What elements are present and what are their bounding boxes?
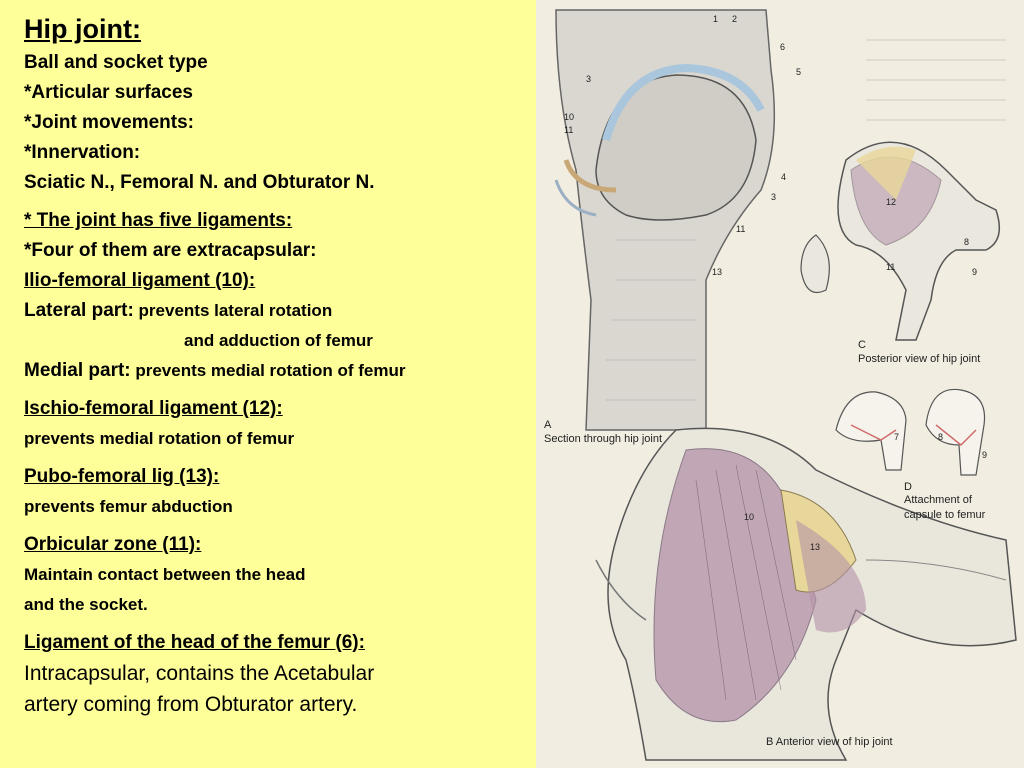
caption-d-letter: D bbox=[904, 481, 912, 493]
head-ligament-text-1: Intracapsular, contains the Acetabular bbox=[24, 662, 375, 685]
orbicular-text-2: and the socket. bbox=[24, 595, 148, 614]
caption-b: B Anterior view of hip joint bbox=[766, 736, 893, 748]
label-9b: 9 bbox=[982, 450, 988, 460]
pubofemoral-text: prevents femur abduction bbox=[24, 497, 233, 516]
caption-c: Posterior view of hip joint bbox=[858, 353, 981, 365]
five-ligaments: * The joint has five ligaments: bbox=[24, 210, 293, 231]
ischiofemoral-heading: Ischio-femoral ligament (12): bbox=[24, 398, 283, 419]
iliofemoral-heading: Ilio-femoral ligament (10): bbox=[24, 270, 256, 291]
label-11a: 11 bbox=[564, 125, 574, 135]
label-6: 6 bbox=[780, 42, 786, 52]
lateral-part-text-2: and adduction of femur bbox=[184, 331, 373, 350]
medial-part bbox=[24, 356, 536, 386]
innervation: *Innervation: bbox=[24, 142, 141, 163]
caption-a-letter: A bbox=[544, 419, 552, 431]
label-3a: 3 bbox=[586, 74, 592, 84]
label-5: 5 bbox=[796, 67, 802, 77]
medial-part-text: prevents medial rotation of femur bbox=[130, 361, 406, 380]
articular-surfaces: *Articular surfaces bbox=[24, 82, 193, 103]
head-ligament-heading: Ligament of the head of the femur (6): bbox=[24, 632, 365, 653]
ischiofemoral-text: prevents medial rotation of femur bbox=[24, 429, 295, 448]
joint-type: Ball and socket type bbox=[24, 52, 208, 73]
orbicular-heading: Orbicular zone (11): bbox=[24, 534, 202, 555]
label-13b: 13 bbox=[810, 542, 821, 552]
anatomy-figure bbox=[536, 0, 1024, 768]
medial-part-label: Medial part: bbox=[24, 360, 131, 381]
label-10a: 10 bbox=[564, 112, 575, 122]
label-7: 7 bbox=[894, 432, 900, 442]
caption-d-2: capsule to femur bbox=[904, 509, 986, 521]
label-4: 4 bbox=[781, 172, 787, 182]
joint-movements: *Joint movements: bbox=[24, 112, 194, 133]
label-9a: 9 bbox=[972, 267, 978, 277]
caption-a: Section through hip joint bbox=[544, 433, 663, 445]
label-11b: 11 bbox=[736, 224, 746, 234]
caption-d-1: Attachment of bbox=[904, 494, 972, 506]
label-8b: 8 bbox=[938, 432, 944, 442]
hip-joint-illustration bbox=[536, 0, 1024, 768]
nerves: Sciatic N., Femoral N. and Obturator N. bbox=[24, 172, 375, 193]
label-12: 12 bbox=[886, 197, 897, 207]
orbicular-text-1: Maintain contact between the head bbox=[24, 565, 306, 584]
head-ligament-text-2: artery coming from Obturator artery. bbox=[24, 693, 358, 716]
label-1: 1 bbox=[713, 14, 719, 24]
notes-column bbox=[24, 10, 536, 720]
label-2: 2 bbox=[732, 14, 738, 24]
label-3b: 3 bbox=[771, 192, 777, 202]
lateral-part-text: prevents lateral rotation bbox=[133, 301, 333, 320]
caption-c-letter: C bbox=[858, 339, 866, 351]
label-13a: 13 bbox=[712, 267, 723, 277]
pubofemoral-heading: Pubo-femoral lig (13): bbox=[24, 466, 220, 487]
label-11c: 11 bbox=[886, 262, 896, 272]
four-extracapsular: *Four of them are extracapsular: bbox=[24, 240, 317, 261]
lateral-part bbox=[24, 296, 536, 326]
lateral-part-label: Lateral part: bbox=[24, 300, 134, 321]
label-10b: 10 bbox=[744, 512, 755, 522]
page-title: Hip joint: bbox=[24, 14, 141, 44]
label-8a: 8 bbox=[964, 237, 970, 247]
